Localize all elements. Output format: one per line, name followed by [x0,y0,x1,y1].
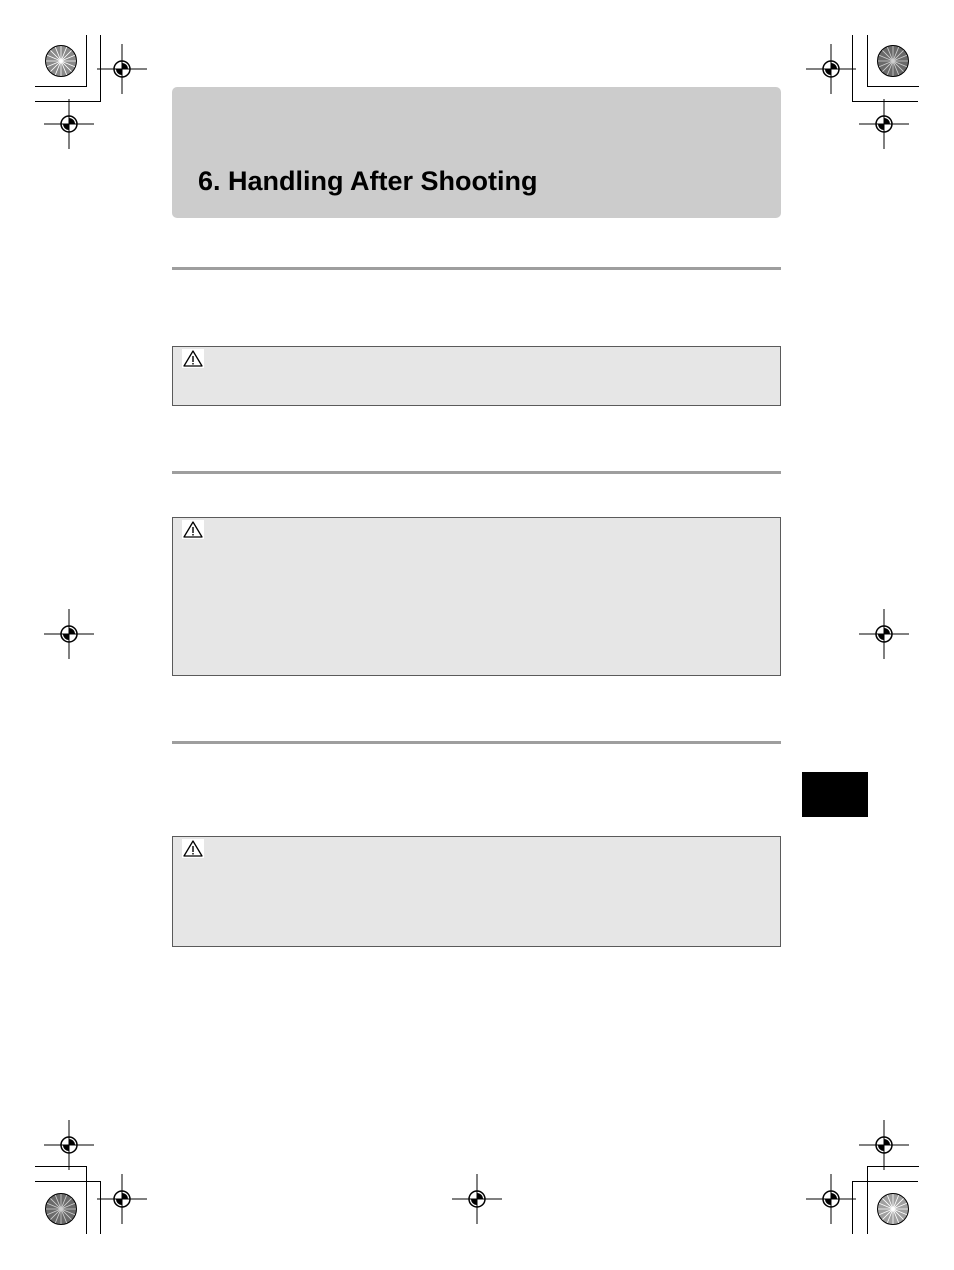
section-rule-3 [172,741,781,744]
starburst-target-icon [44,1192,78,1226]
starburst-target-icon [44,44,78,78]
warning-triangle-icon [182,349,204,368]
starburst-target-icon [876,1192,910,1226]
registration-mark-icon [97,1174,147,1224]
crop-mark-line [867,86,919,87]
chapter-thumb-tab [802,772,868,817]
registration-mark-icon [452,1174,502,1224]
crop-mark-line [35,86,87,87]
crop-mark-line [86,35,87,87]
crop-mark-line [867,1166,868,1234]
registration-mark-icon [806,44,856,94]
registration-mark-icon [44,609,94,659]
caution-box-1 [172,346,781,406]
warning-triangle-icon [182,839,204,858]
section-rule-2 [172,471,781,474]
registration-mark-icon [44,99,94,149]
crop-mark-line [852,1181,918,1182]
crop-mark-line [35,1181,101,1182]
warning-triangle-icon [182,520,204,539]
registration-mark-icon [859,1120,909,1170]
section-rule-1 [172,267,781,270]
crop-mark-line [867,35,868,87]
caution-box-2 [172,517,781,676]
registration-mark-icon [859,99,909,149]
starburst-target-icon [876,44,910,78]
registration-mark-icon [44,1120,94,1170]
registration-mark-icon [97,44,147,94]
page-title: 6. Handling After Shooting [198,166,538,196]
registration-mark-icon [859,609,909,659]
crop-mark-line [86,1166,87,1234]
registration-mark-icon [806,1174,856,1224]
caution-box-3 [172,836,781,947]
